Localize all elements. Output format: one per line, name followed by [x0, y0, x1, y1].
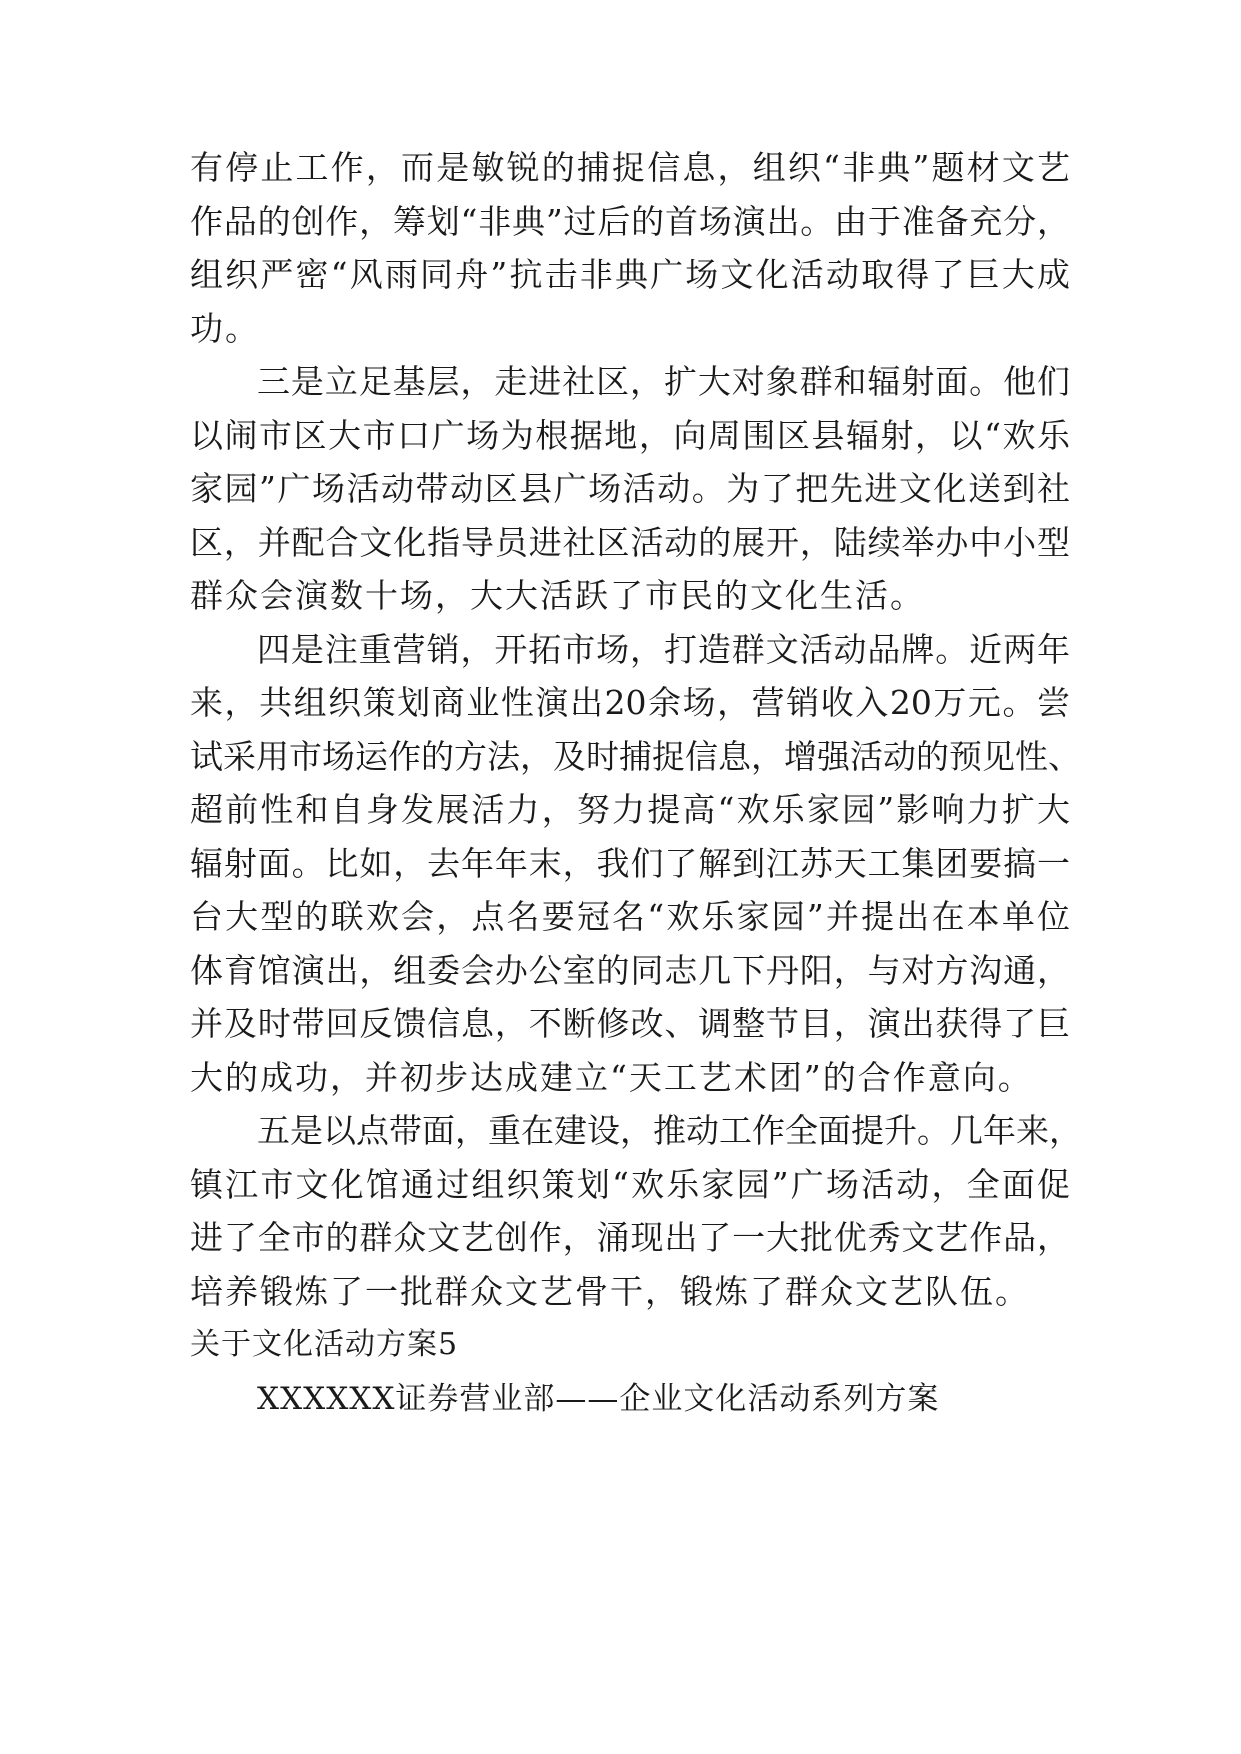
text-line: 区，并配合文化指导员进社区活动的展开，陆续举办中小型 — [190, 523, 1070, 562]
text-line: 并及时带回反馈信息，不断修改、调整节目，演出获得了巨 — [190, 1004, 1070, 1043]
text-line: 培养锻炼了一批群众文艺骨干，锻炼了群众文艺队伍。 — [190, 1272, 1030, 1311]
section-heading: 关于文化活动方案5 — [190, 1327, 459, 1362]
paragraph-start-line: 三是立足基层，走进社区，扩大对象群和辐射面。他们 — [257, 362, 1070, 401]
text-line: 镇江市文化馆通过组织策划“欢乐家园”广场活动，全面促 — [190, 1165, 1070, 1204]
text-line: 以闹市区大市口广场为根据地，向周围区县辐射，以“欢乐 — [190, 416, 1070, 455]
text-line: 功。 — [190, 309, 260, 348]
text-line: 超前性和自身发展活力，努力提高“欢乐家园”影响力扩大 — [190, 790, 1070, 829]
text-line: 有停止工作，而是敏锐的捕捉信息，组织“非典”题材文艺 — [190, 148, 1070, 187]
text-line: 家园”广场活动带动区县广场活动。为了把先进文化送到社 — [190, 469, 1070, 508]
text-line: 大的成功，并初步达成建立“天工艺术团”的合作意向。 — [190, 1058, 1033, 1097]
text-line: 作品的创作，筹划“非典”过后的首场演出。由于准备充分， — [190, 202, 1070, 241]
text-line: 台大型的联欢会，点名要冠名“欢乐家园”并提出在本单位 — [190, 897, 1070, 936]
section-subtitle: XXXXXX证券营业部——企业文化活动系列方案 — [257, 1381, 940, 1417]
text-line: 群众会演数十场，大大活跃了市民的文化生活。 — [190, 576, 925, 615]
text-line: 来，共组织策划商业性演出20余场，营销收入20万元。尝 — [190, 683, 1070, 722]
paragraph-start-line: 五是以点带面，重在建设，推动工作全面提升。几年来， — [257, 1111, 1082, 1150]
text-line: 进了全市的群众文艺创作，涌现出了一大批优秀文艺作品， — [190, 1218, 1070, 1257]
paragraph-start-line: 四是注重营销，开拓市场，打造群文活动品牌。近两年 — [257, 630, 1070, 669]
text-line: 辐射面。比如，去年年末，我们了解到江苏天工集团要搞一 — [190, 844, 1070, 883]
text-line: 试采用市场运作的方法，及时捕捉信息，增强活动的预见性、 — [190, 737, 1081, 776]
text-line: 体育馆演出，组委会办公室的同志几下丹阳，与对方沟通， — [190, 951, 1070, 990]
text-line: 组织严密“风雨同舟”抗击非典广场文化活动取得了巨大成 — [190, 255, 1070, 294]
